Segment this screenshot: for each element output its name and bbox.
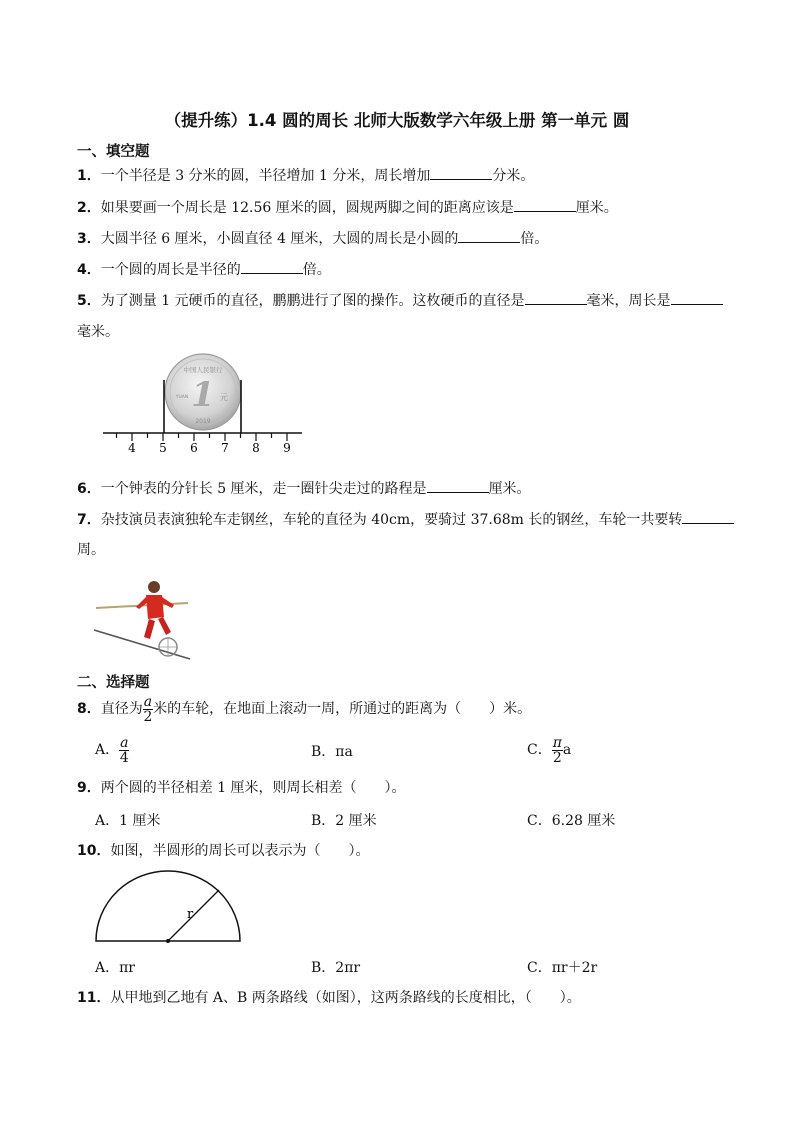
coin-value: 1: [191, 375, 215, 415]
coin-unit: 元: [220, 393, 228, 402]
question-text: 厘米。: [488, 481, 531, 497]
question-11: [77, 988, 581, 1008]
question-text: 米的车轮，在地面上滚动一周，所通过的距离为（ ）米。: [153, 701, 532, 717]
question-text: 分米。: [492, 168, 535, 184]
option-b[interactable]: B．2 厘米: [311, 813, 377, 829]
tick-label: 6: [190, 441, 198, 455]
fraction: [119, 736, 129, 765]
page-title: （提升练）1.4 圆的周长 北师大版数学六年级上册 第一单元 圆: [164, 111, 630, 130]
question-text: 两个圆的半径相差 1 厘米，则周长相差（ ）。: [100, 780, 406, 796]
question-text: 如图，半圆形的周长可以表示为（ ）。: [110, 843, 370, 859]
option-label: A．: [95, 742, 120, 758]
unicyclist-figure: [92, 575, 192, 663]
fraction: [552, 736, 563, 765]
question-number: 4．: [77, 262, 101, 278]
question-text: 倍。: [520, 231, 549, 247]
coin-top-text: 中国人民银行: [183, 366, 223, 374]
fraction-denominator: 2: [552, 749, 562, 766]
question-text: 一个半径是 3 分米的圆，半径增加 1 分米，周长增加: [100, 168, 431, 184]
ruler-coin-figure: [100, 350, 310, 460]
question-text: 直径为: [100, 701, 143, 717]
fraction: [143, 695, 153, 724]
answer-blank[interactable]: [671, 290, 723, 305]
fraction-denominator: 4: [119, 749, 129, 766]
coin: [165, 354, 241, 430]
coin-sub: YUAN: [175, 395, 189, 400]
question-text: 厘米。: [575, 200, 618, 216]
question-text: 一个钟表的分针长 5 厘米，走一圈针尖走过的路程是: [100, 481, 427, 497]
question-text: 杂技演员表演独轮车走钢丝，车轮的直径为 40cm，要骑过 37.68m 长的钢丝，车轮一共要转: [100, 512, 683, 528]
question-text: 一个圆的周长是半径的: [100, 262, 241, 278]
question-text: 如果要画一个周长是 12.56 厘米的圆，圆规两脚之间的距离应该是: [100, 200, 514, 216]
option-c[interactable]: C．6.28 厘米: [527, 813, 616, 829]
fraction-numerator: a: [143, 693, 153, 710]
question-7-continued: 周。: [77, 542, 105, 558]
tick-label: 8: [252, 441, 260, 455]
question-number: 11．: [77, 990, 111, 1006]
question-text: 从甲地到乙地有 A、B 两条路线（如图），这两条路线的长度相比，（ ）。: [110, 990, 581, 1006]
answer-blank[interactable]: [525, 290, 587, 305]
radius-label: r: [187, 907, 194, 922]
answer-blank[interactable]: [430, 165, 492, 180]
question-2: [77, 197, 618, 218]
tick-label: 5: [159, 441, 167, 455]
question-number: 8．: [77, 701, 101, 717]
option-a[interactable]: A．1 厘米: [95, 813, 161, 829]
answer-blank[interactable]: [682, 509, 734, 524]
question-number: 6．: [77, 481, 101, 497]
question-8: [77, 694, 531, 724]
question-number: 1．: [77, 168, 101, 184]
option-a[interactable]: A．πr: [95, 960, 136, 976]
ruler-ticks: [117, 433, 288, 441]
section-multiple-choice: 二、选择题: [77, 675, 150, 691]
question-10: [77, 841, 369, 861]
question-text: 毫米，周长是: [586, 293, 671, 309]
question-number: 3．: [77, 231, 101, 247]
question-1: [77, 165, 534, 186]
question-5-continued: 毫米。: [77, 324, 119, 340]
question-4: [77, 259, 331, 280]
answer-blank[interactable]: [514, 197, 576, 212]
section-fill-blank: 一、填空题: [77, 144, 150, 160]
question-text: 为了测量 1 元硬币的直径，鹏鹏进行了图的操作。这枚硬币的直径是: [100, 293, 525, 309]
tick-label: 7: [221, 441, 229, 455]
question-6: [77, 478, 531, 499]
option-label: C．: [527, 742, 552, 758]
option-c[interactable]: [527, 735, 571, 765]
question-5: [77, 290, 723, 311]
option-a[interactable]: [95, 735, 129, 765]
question-number: 10．: [77, 843, 111, 859]
option-c[interactable]: C．πr＋2r: [527, 960, 598, 976]
question-text: 大圆半径 6 厘米，小圆直径 4 厘米，大圆的周长是小圆的: [100, 231, 459, 247]
fraction-numerator: a: [120, 734, 129, 751]
question-number: 5．: [77, 293, 101, 309]
tick-label: 4: [128, 441, 136, 455]
option-b[interactable]: B．πa: [311, 744, 353, 760]
coin-year: 2019: [195, 418, 211, 425]
option-suffix: a: [562, 742, 572, 758]
semicircle-figure: [92, 868, 244, 946]
fraction-numerator: π: [552, 734, 562, 751]
answer-blank[interactable]: [458, 228, 520, 243]
fraction-denominator: 2: [143, 708, 153, 725]
question-9: [77, 778, 406, 798]
question-number: 2．: [77, 200, 101, 216]
answer-blank[interactable]: [241, 259, 303, 274]
question-7: [77, 509, 734, 530]
answer-blank[interactable]: [427, 478, 489, 493]
tick-label: 9: [283, 441, 291, 455]
question-number: 9．: [77, 780, 101, 796]
question-3: [77, 228, 548, 249]
ruler-tick-labels: [128, 441, 291, 455]
question-number: 7．: [77, 512, 101, 528]
option-b[interactable]: B．2πr: [311, 960, 361, 976]
question-text: 倍。: [302, 262, 331, 278]
